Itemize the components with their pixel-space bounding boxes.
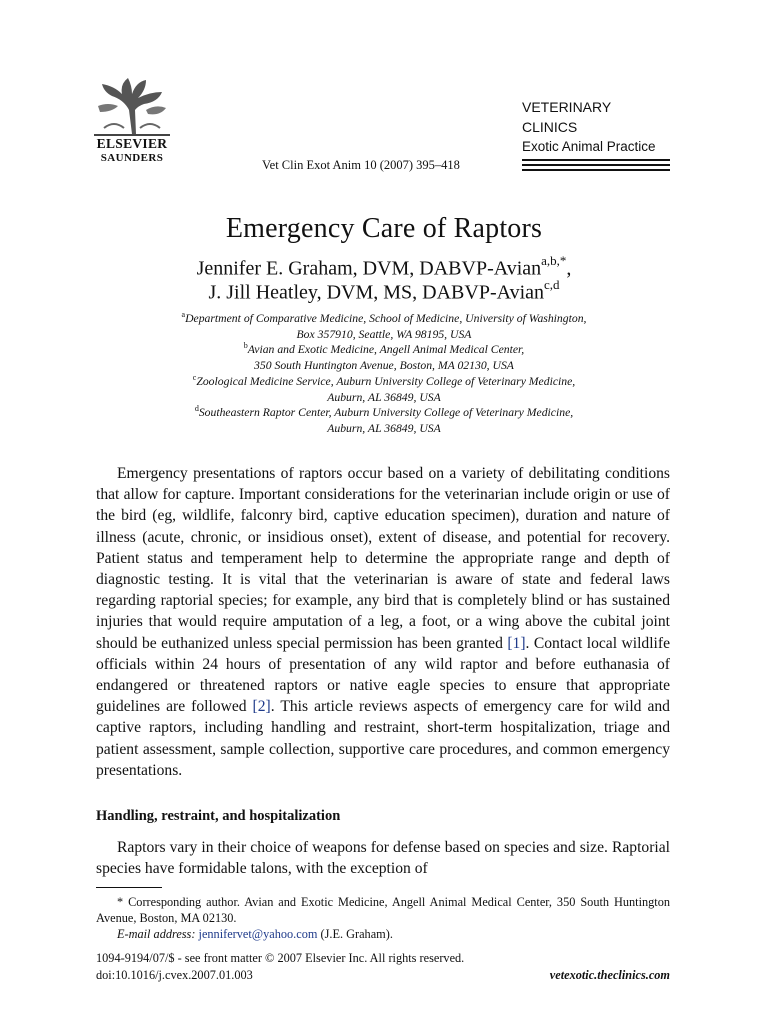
affiliation-mark: b [243, 341, 248, 350]
masthead-rule [522, 159, 670, 161]
author-separator: , [566, 257, 572, 280]
journal-title-line2: CLINICS [522, 119, 578, 135]
affiliation-line: Avian and Exotic Medicine, Angell Animal Medical Center, [247, 342, 525, 356]
section-paragraph: Raptors vary in their choice of weapons for defense based on species and size. Raptorial species have formidable talons, with the exception of [96, 839, 670, 878]
journal-website: vetexotic.theclinics.com [549, 968, 670, 982]
author-line-1 [0, 255, 768, 281]
elsevier-tree-icon [94, 76, 170, 136]
email-link[interactable]: jennifervet@yahoo.com [198, 927, 318, 941]
email-owner: (J.E. Graham). [320, 927, 393, 941]
footnote-rule [96, 887, 162, 888]
author-name: J. Jill Heatley, DVM, MS, DABVP-Avian [208, 281, 544, 304]
section-heading: Handling, restraint, and hospitalization [96, 808, 341, 824]
author-affiliation-marks: a,b,* [541, 253, 567, 268]
affiliation-d [0, 401, 768, 437]
reference-link[interactable]: [1] [507, 634, 526, 652]
affiliation-b [0, 338, 768, 374]
affiliation-mark: d [194, 404, 199, 413]
affiliation-line: Auburn, AL 36849, USA [327, 390, 441, 404]
article-title: Emergency Care of Raptors [225, 213, 543, 244]
author-name: Jennifer E. Graham, DVM, DABVP-Avian [196, 257, 542, 280]
paragraph-text: . Contact local wildlife officials within 24 hours of presentation of any wild raptor and before euthanasia of endangered or threatened raptors or native eagle species to ensure that appropriate guidelines are followed [96, 634, 670, 716]
masthead-rule [522, 169, 670, 171]
paragraph-text: . This article reviews aspects of emergency care for wild and captive raptors, including handling and restraint, short-term hospitalization, triage and patient assessment, sample collection, supportive care procedures, and common emergency presentations. [96, 698, 670, 779]
author-line-2 [0, 279, 768, 305]
affiliation-line: 350 South Huntington Avenue, Boston, MA 02130, USA [254, 358, 514, 372]
affiliation-line: Southeastern Raptor Center, Auburn University College of Veterinary Medicine, [198, 405, 574, 419]
journal-title-line1: VETERINARY [522, 99, 612, 115]
logo-text-saunders: SAUNDERS [100, 152, 164, 164]
author-affiliation-marks: c,d [544, 277, 560, 292]
affiliation-mark: c [192, 373, 197, 382]
logo-text-elsevier: ELSEVIER [96, 136, 168, 151]
email-label: E-mail address: [117, 927, 196, 941]
affiliation-line: Department of Comparative Medicine, School of Medicine, University of Washington, [185, 311, 587, 325]
affiliation-mark: a [181, 310, 186, 319]
affiliation-line: Box 357910, Seattle, WA 98195, USA [296, 327, 472, 341]
reference-link[interactable]: [2] [252, 698, 271, 716]
paragraph-text: Emergency presentations of raptors occur based on a variety of debilitating conditions that allow for capture. Important considerations for the veterinarian include origin or use of the bird (eg, wildlife, falconry bird, captive education specimen), duration and nature of illness (acute, chronic, or insidious onset), extent of disease, and potential for recovery. Patient status and temperament help to determine the appropriate range and depth of diagnostic testing. It is vital that the veterinarian is aware of state and federal laws regarding raptorial species; for example, any bird that is completely blind or has sustained injuries that would require amputation of a leg, a foot, or a wing above the cubital joint should be euthanized unless special permission has been granted [96, 465, 670, 652]
intro-paragraph [96, 463, 670, 781]
elsevier-logo [94, 76, 170, 166]
journal-title-line3: Exotic Animal Practice [522, 139, 656, 154]
affiliation-line: Auburn, AL 36849, USA [327, 421, 441, 435]
masthead-rule [522, 164, 670, 166]
email-note [117, 926, 691, 942]
journal-masthead [522, 97, 672, 157]
corresponding-author-note: * Corresponding author. Avian and Exotic Medicine, Angell Animal Medical Center, 350 South Huntington Avenue, Boston, MA 02130. [96, 895, 670, 925]
affiliation-line: Zoological Medicine Service, Auburn University College of Veterinary Medicine, [196, 374, 576, 388]
doi-line: doi:10.1016/j.cvex.2007.01.003 [96, 968, 253, 982]
journal-citation: Vet Clin Exot Anim 10 (2007) 395–418 [262, 158, 460, 172]
copyright-line: 1094-9194/07/$ - see front matter © 2007 Elsevier Inc. All rights reserved. [96, 951, 465, 965]
